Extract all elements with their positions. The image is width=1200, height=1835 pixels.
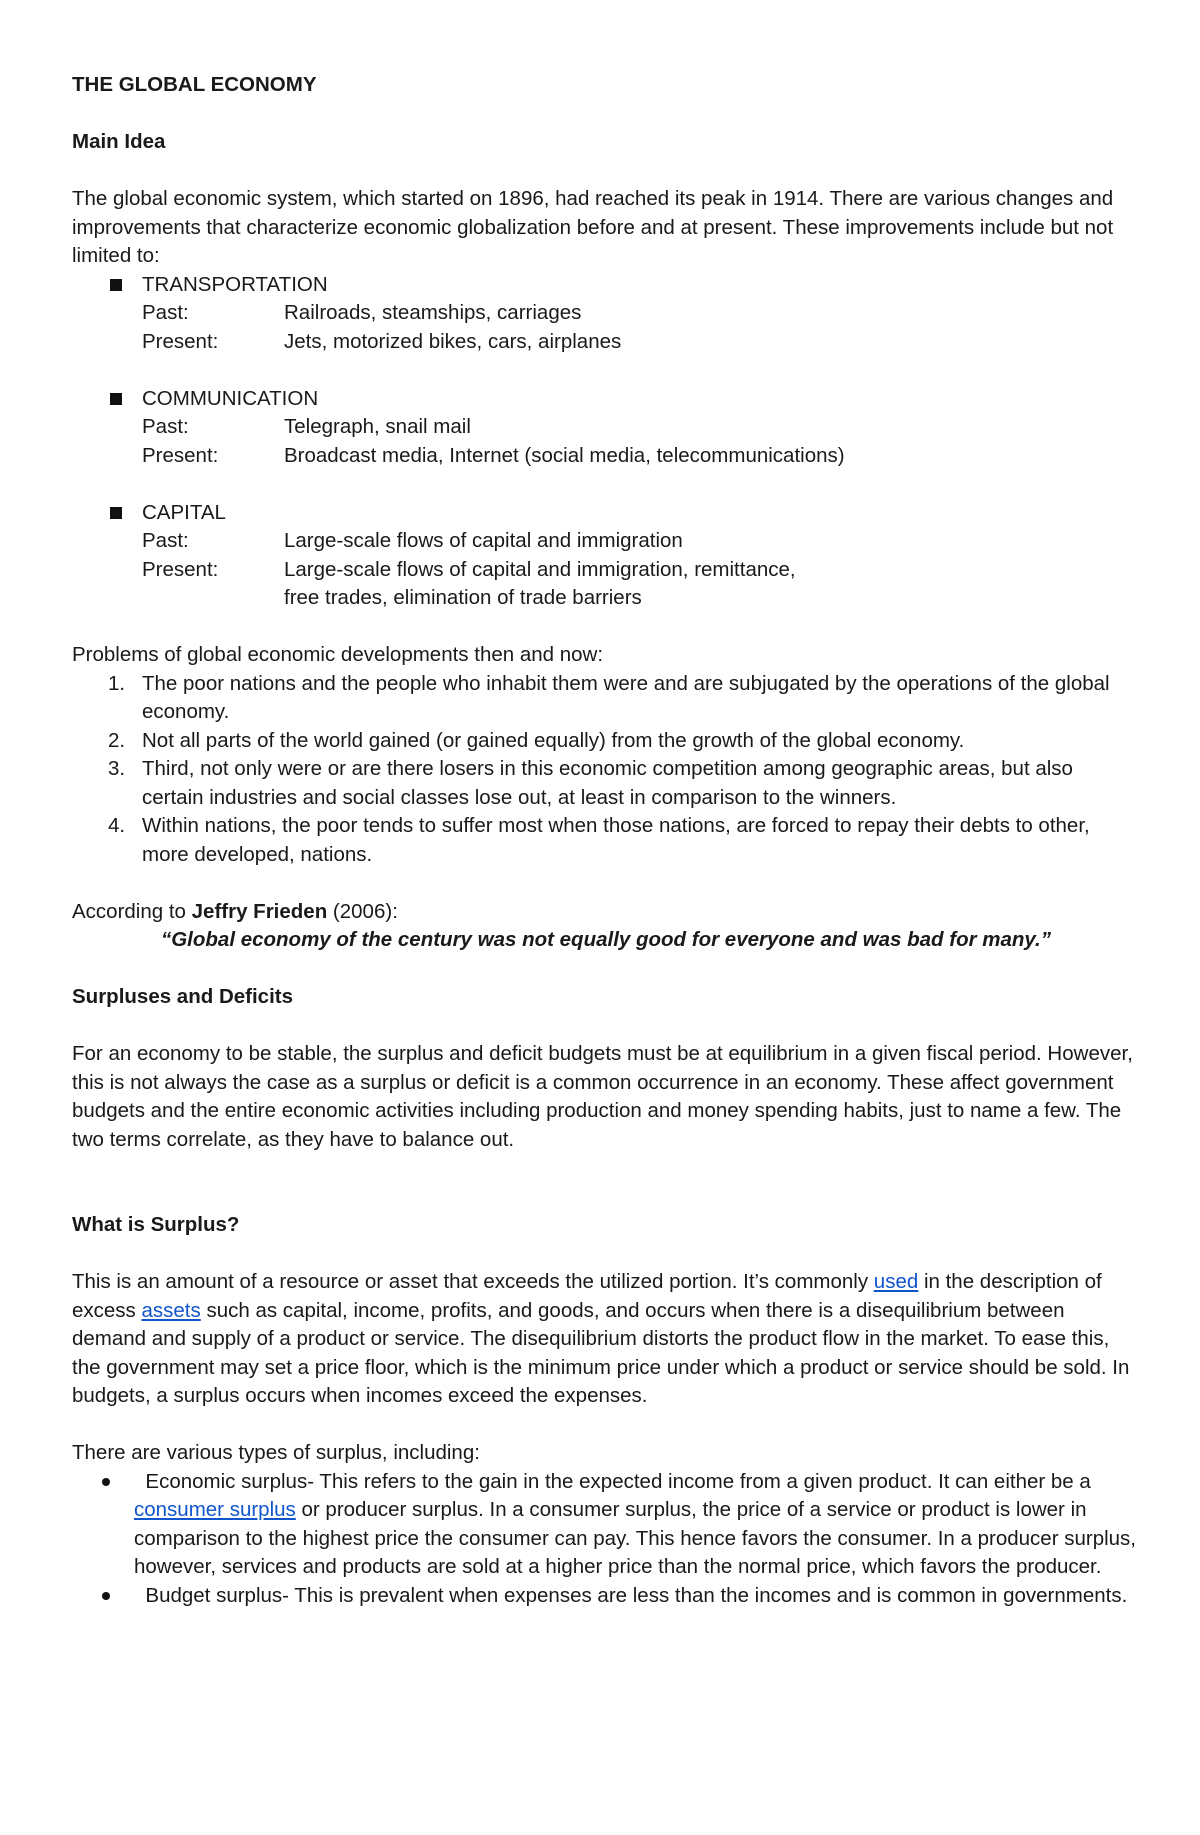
list-item: [72, 1468, 1140, 1582]
list-item: [72, 727, 1140, 756]
list-item: [72, 385, 1140, 499]
list-number: 2.: [108, 728, 126, 752]
consumer-surplus-link[interactable]: consumer surplus: [134, 1498, 296, 1521]
problems-intro: Problems of global economic developments then and now:: [72, 643, 604, 666]
surplus-heading: What is Surplus?: [72, 1213, 240, 1236]
list-item: [72, 812, 1140, 869]
list-item: [72, 271, 1140, 385]
item-title: COMMUNICATION: [142, 386, 319, 410]
past-label: Past:: [142, 415, 189, 438]
list-number: 1.: [108, 671, 126, 695]
item-title: TRANSPORTATION: [142, 272, 328, 296]
present-label: Present:: [142, 557, 219, 581]
square-bullet-icon: [110, 507, 122, 519]
document-title: THE GLOBAL ECONOMY: [72, 73, 317, 96]
present-value: Jets, motorized bikes, cars, airplanes: [284, 329, 622, 353]
present-value: Broadcast media, Internet (social media, telecommunications): [284, 443, 845, 467]
list-item-text: Not all parts of the world gained (or gained equally) from the growth of the global economy.: [142, 728, 965, 752]
past-value: Telegraph, snail mail: [284, 415, 471, 438]
list-item: [72, 755, 1140, 812]
square-bullet-icon: [110, 279, 122, 291]
list-item-text: Within nations, the poor tends to suffer most when those nations, are forced to repay their debts to other, more developed, nations.: [142, 814, 1090, 866]
present-label: Present:: [142, 443, 219, 467]
present-label: Present:: [142, 329, 219, 353]
quote-prefix: According to: [72, 899, 192, 923]
list-item: [72, 670, 1140, 727]
list-item-text: Budget surplus- This is prevalent when expenses are less than the incomes and is common in governments.: [145, 1583, 1128, 1607]
paragraph-text: in the description of excess: [72, 1270, 1102, 1322]
paragraph-text: such as capital, income, profits, and goods, and occurs when there is a disequilibrium between demand and supply of a product or service. The disequilibrium distorts the product flow in the market. To ease this, the government may set a price floor, which is the minimum price under which a product or service should be sold. In budgets, a surplus occurs when incomes exceed the expenses.: [72, 1298, 1130, 1407]
assets-link[interactable]: assets: [141, 1298, 201, 1322]
quote-year: (2006):: [327, 899, 398, 923]
improvements-list: [72, 271, 1140, 613]
surpluses-heading: Surpluses and Deficits: [72, 985, 294, 1008]
surpluses-body: For an economy to be stable, the surplus and deficit budgets must be at equilibrium in a given fiscal period. However, this is not always the case as a surplus or deficit is a common occurrence in an economy. These affect government budgets and the entire economic activities including production and money spending habits, just to name a few. The two terms correlate, as they have to balance out.: [72, 1042, 1133, 1151]
list-item-text: Economic surplus- This refers to the gain in the expected income from a given product. It can either be a: [145, 1469, 1091, 1493]
item-title: CAPITAL: [142, 500, 226, 524]
round-bullet-icon: [102, 1478, 110, 1486]
list-item: [72, 1582, 1140, 1611]
list-number: 4.: [108, 814, 126, 837]
present-value-continued: free trades, elimination of trade barriers: [284, 586, 642, 609]
surplus-types-intro: There are various types of surplus, including:: [72, 1441, 480, 1464]
list-item-text: Third, not only were or are there losers in this economic competition among geographic areas, but also certain industries and social classes lose out, at least in comparison to the winners.: [142, 757, 1073, 809]
square-bullet-icon: [110, 393, 122, 405]
list-item-text: The poor nations and the people who inhabit them were and are subjugated by the operations of the global economy.: [142, 671, 1110, 723]
round-bullet-icon: [102, 1592, 110, 1600]
quote-attribution: [72, 898, 1140, 927]
list-item-text: or producer surplus. In a consumer surplus, the price of a service or product is lower in comparison to the highest price the consumer can pay. This hence favors the consumer. In a producer surplus, however, services and products are sold at a higher price than the normal price, which favors the producer.: [134, 1498, 1136, 1578]
used-link[interactable]: used: [873, 1270, 919, 1293]
quote-author: Jeffry Frieden: [191, 899, 328, 923]
surplus-paragraph: [72, 1268, 1140, 1411]
problems-list: [72, 670, 1140, 870]
past-value: Railroads, steamships, carriages: [284, 301, 582, 324]
list-number: 3.: [108, 757, 126, 780]
main-idea-heading: Main Idea: [72, 130, 166, 153]
present-value: Large-scale flows of capital and immigration, remittance,: [284, 557, 796, 581]
surplus-types-list: [72, 1468, 1140, 1611]
past-label: Past:: [142, 529, 189, 552]
quote-text: “Global economy of the century was not equally good for everyone and was bad for many.”: [160, 928, 1052, 951]
past-label: Past:: [142, 301, 189, 324]
past-value: Large-scale flows of capital and immigration: [284, 529, 683, 552]
list-item: [72, 499, 1140, 613]
paragraph-text: This is an amount of a resource or asset that exceeds the utilized portion. It’s commonly: [72, 1270, 874, 1293]
main-idea-intro: The global economic system, which started on 1896, had reached its peak in 1914. There are various changes and improvements that characterize economic globalization before and at present. These improvements include but not limited to:: [72, 187, 1114, 267]
